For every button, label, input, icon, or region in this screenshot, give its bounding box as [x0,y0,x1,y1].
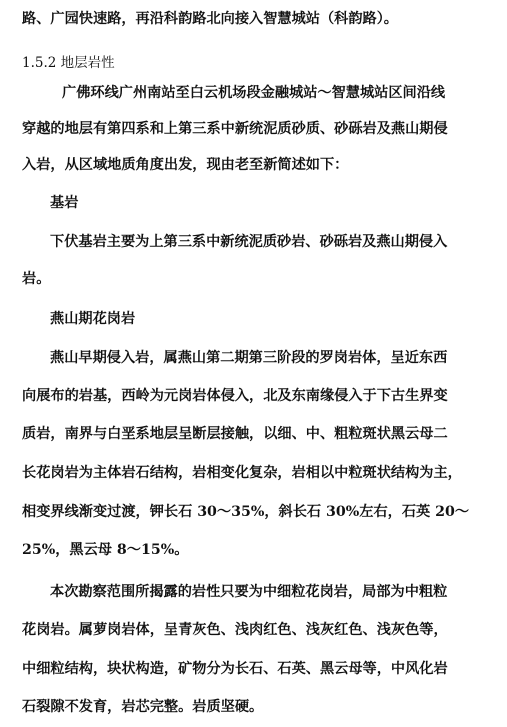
subsection-heading: 基岩 [50,195,79,211]
text-line: 岩。 [22,271,51,287]
text-line: 25%，黑云母 8～15%。 [22,542,189,558]
text-line: 广佛环线广州南站至白云机场段金融城站～智慧城站区间沿线 [62,85,446,101]
text-line: 中细粒结构，块状构造，矿物分为长石、石英、黑云母等，中风化岩 [22,661,448,677]
text-line: 石裂隙不发育，岩芯完整。岩质坚硬。 [22,699,264,715]
text-line: 长花岗岩为主体岩石结构，岩相变化复杂，岩相以中粒斑状结构为主， [22,465,462,481]
text-line: 路、广园快速路，再沿科韵路北向接入智慧城站（科韵路）。 [22,11,398,27]
text-line: 燕山早期侵入岩，属燕山第二期第三阶段的罗岗岩体，呈近东西 [50,350,448,366]
text-line: 本次勘察范围所揭露的岩性只要为中细粒花岗岩，局部为中粗粒 [50,584,448,600]
text-line: 相变界线渐变过渡，钾长石 30～35%，斜长石 30%左右，石英 20～ [22,504,470,520]
text-line: 花岗岩。属萝岗岩体，呈青灰色、浅肉红色、浅灰红色、浅灰色等， [22,622,448,638]
section-heading: 1.5.2 地层岩性 [22,55,115,71]
text-line: 下伏基岩主要为上第三系中新统泥质砂岩、砂砾岩及燕山期侵入 [50,234,448,250]
text-line: 入岩，从区域地质角度出发，现由老至新简述如下： [22,157,349,173]
text-line: 穿越的地层有第四系和上第三系中新统泥质砂质、砂砾岩及燕山期侵 [22,121,448,137]
text-line: 质岩，南界与白垩系地层呈断层接触，以细、中、粗粒斑状黑云母二 [22,426,448,442]
text-line: 向展布的岩基，西岭为元岗岩体侵入，北及东南缘侵入于下古生界变 [22,388,448,404]
subsection-heading: 燕山期花岗岩 [50,311,136,327]
